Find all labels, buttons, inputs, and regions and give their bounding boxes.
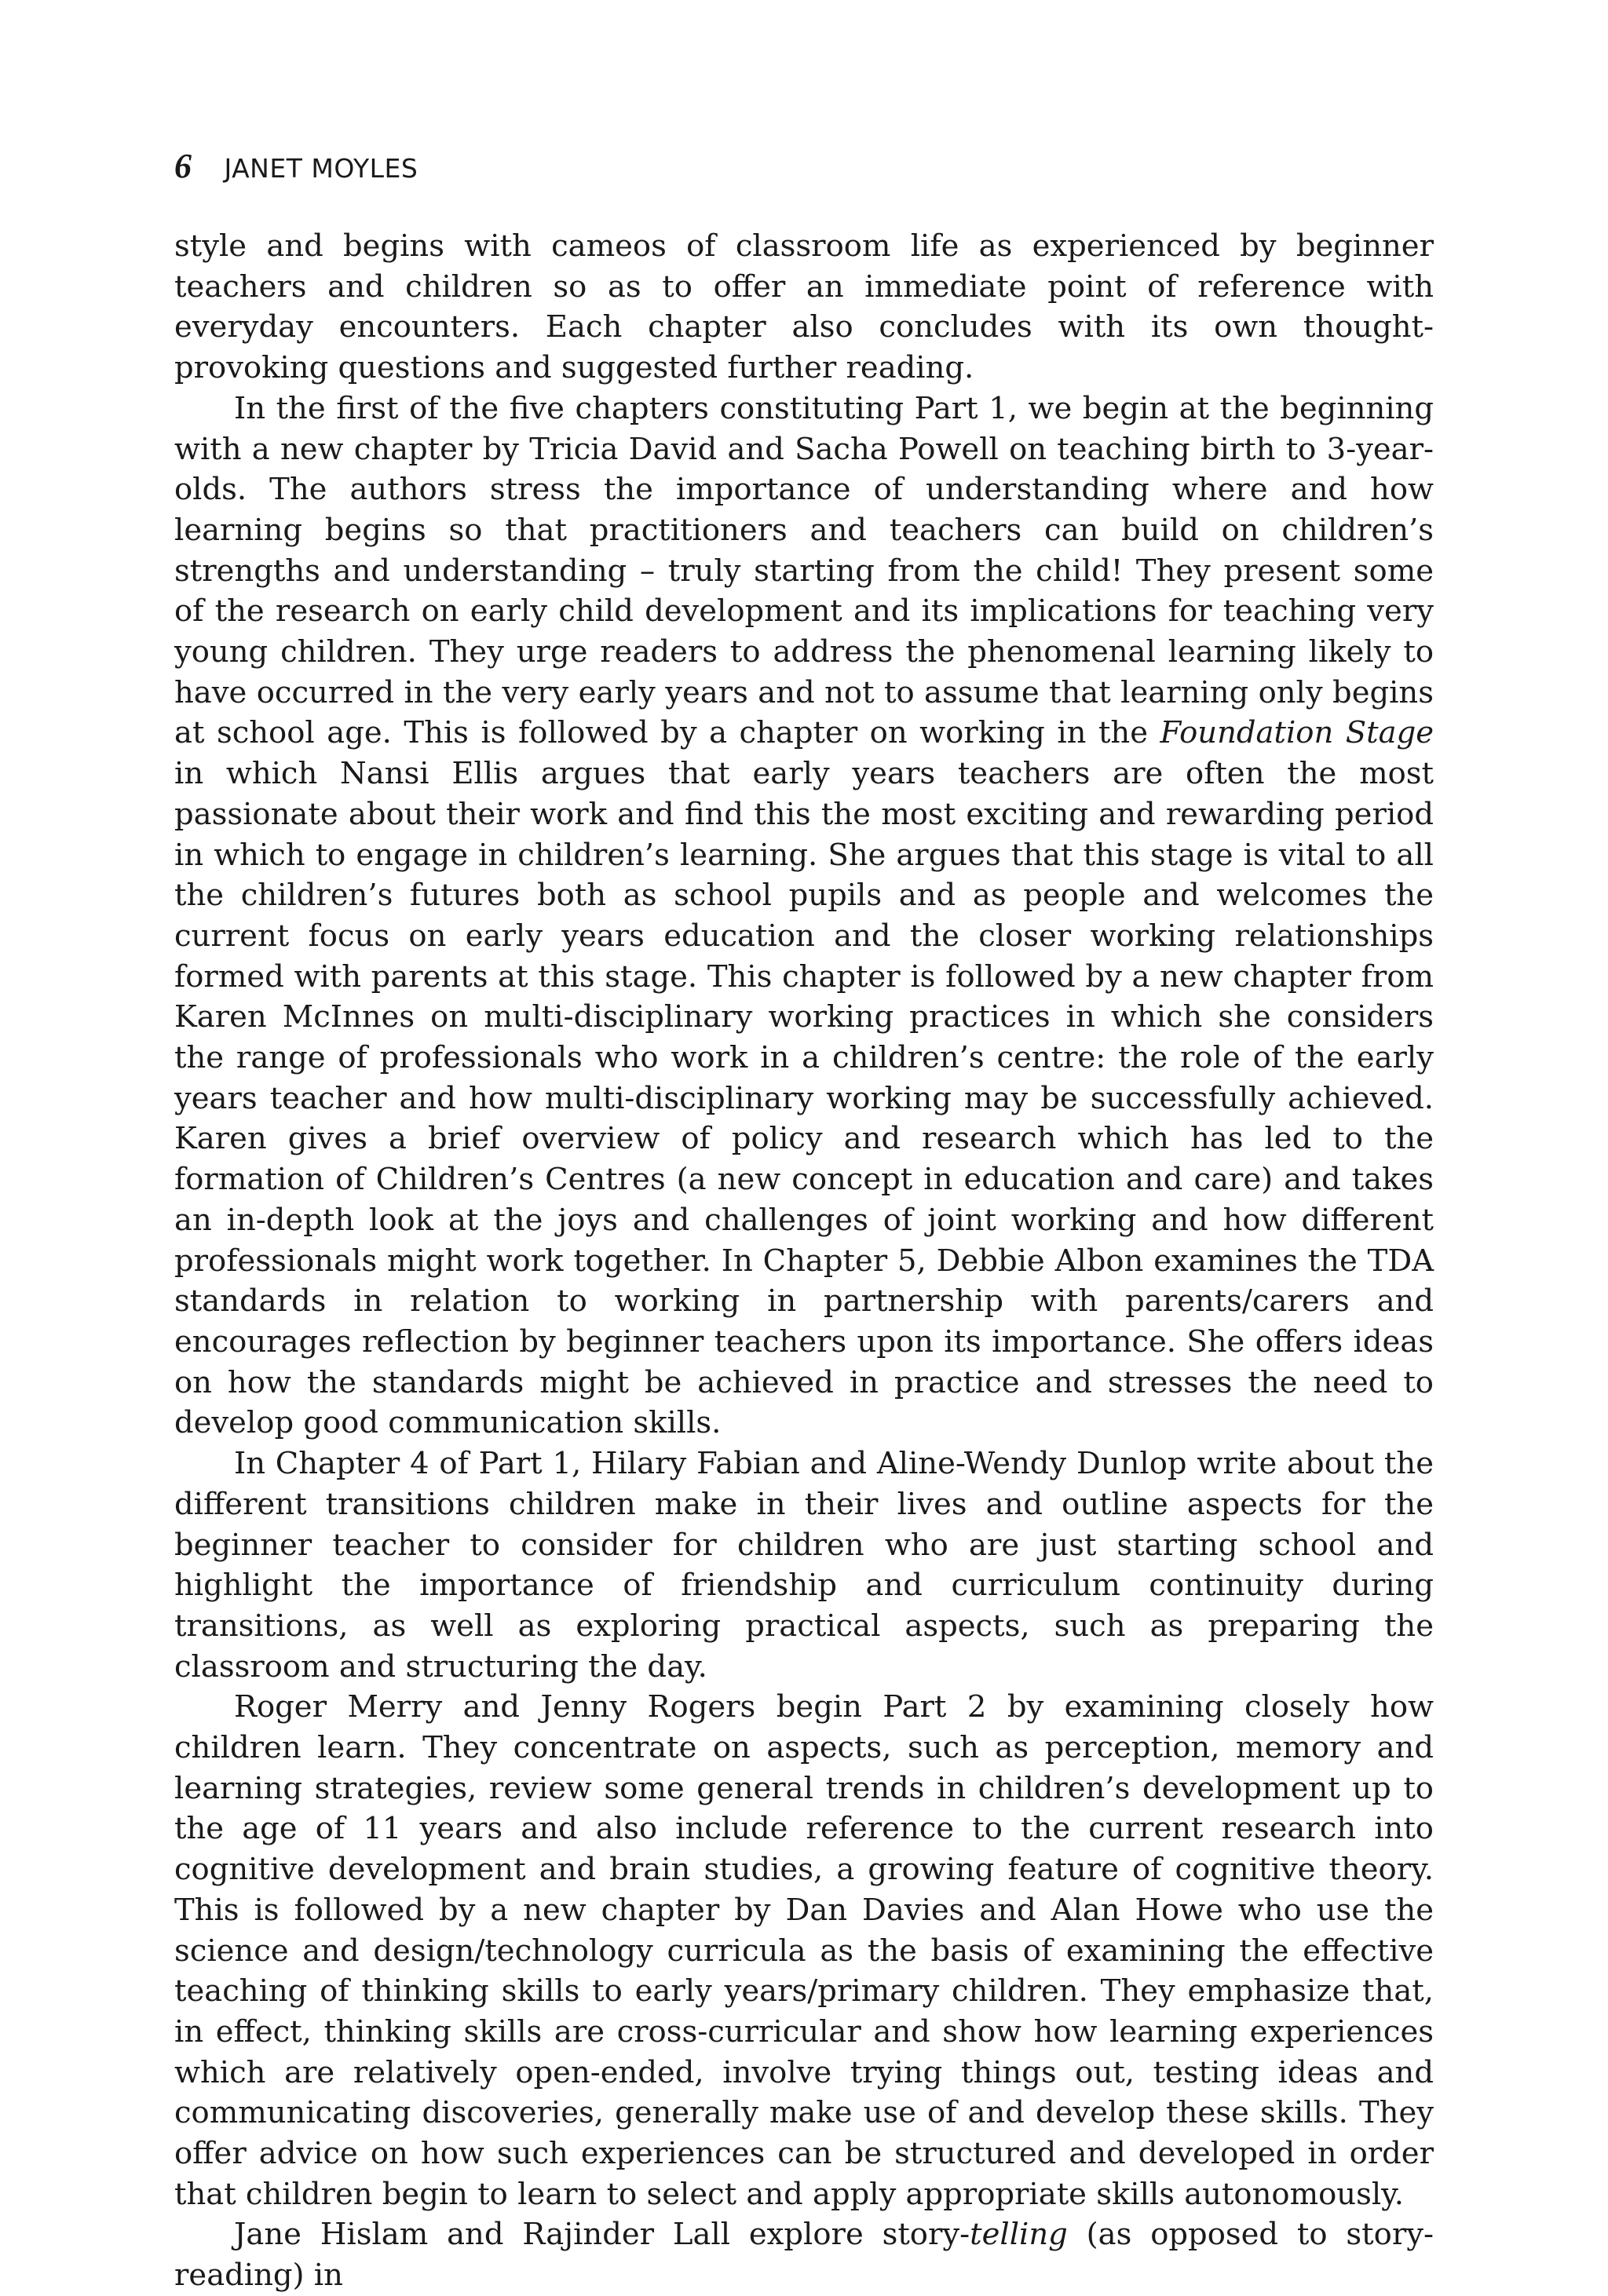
paragraph-2-text-a: In the first of the five chapters constituting Part 1, we begin at the beginning with a new chapter by Tricia David and Sacha Powell on teaching birth to 3-year-olds. The authors stress the importance of understanding where and how learning begins so that practitioners and teachers can build on children’s strengths and understanding – truly starting from the child! They present some of the research on early child development and its implications for teaching very young children. They urge readers to address the phenomenal learning likely to have occurred in the very early years and not to assume that learning only begins at school age. This is followed by a chapter on working in the [174,390,1434,751]
paragraph-5-emphasis: telling [970,2217,1068,2253]
paragraph-4 [174,1687,1434,2214]
body-text [174,226,1434,2296]
paragraph-4-text: Roger Merry and Jenny Rogers begin Part 2 by examining closely how children learn. They concentrate on aspects, such as perception, memory and learning strategies, review some general trends in children’s development up to the age of 11 years and also include reference to the current research into cognitive development and brain studies, a growing feature of cognitive theory. This is followed by a new chapter by Dan Davies and Alan Howe who use the science and design/technology curricula as the basis of examining the effective teaching of thinking skills to early years/primary children. They emphasize that, in effect, thinking skills are cross-curricular and show how learning experiences which are relatively open-ended, involve trying things out, testing ideas and communicating discoveries, generally make use of and develop these skills. They offer advice on how such experiences can be structured and developed in order that children begin to learn to select and apply appropriate skills autonomously. [174,1689,1434,2212]
paragraph-2 [174,389,1434,1444]
paragraph-3-text: In Chapter 4 of Part 1, Hilary Fabian and Aline-Wendy Dunlop write about the different transitions children make in their lives and outline aspects for the beginner teacher to consider for children who are just starting school and highlight the importance of friendship and curriculum continuity during transitions, as well as exploring practical aspects, such as preparing the classroom and structuring the day. [174,1446,1434,1685]
running-head-author: JANET MOYLES [224,153,418,184]
paragraph-5-text-b: (as opposed to story-reading) in [174,2217,1434,2294]
paragraph-5 [174,2214,1434,2295]
paragraph-1 [174,226,1434,389]
page-number: 6 [174,147,192,185]
paragraph-2-text-b: in which Nansi Ellis argues that early years teachers are often the most passionate about their work and find this the most exciting and rewarding period in which to engage in children’s learning. She argues that this stage is vital to all the children’s futures both as school pupils and as people and welcomes the current focus on early years education and the closer working relationships formed with parents at this stage. This chapter is followed by a new chapter from Karen McInnes on multi-disciplinary working practices in which she considers the range of professionals who work in a children’s centre: the role of the early years teacher and how multi-disciplinary working may be successfully achieved. Karen gives a brief overview of policy and research which has led to the formation of Children’s Centres (a new concept in education and care) and takes an in-depth look at the joys and challenges of joint working and how different professionals might work together. In Chapter 5, Debbie Albon examines the TDA standards in relation to working in partnership with parents/carers and encourages reflection by beginner teachers upon its importance. She offers ideas on how the standards might be achieved in practice and stresses the need to develop good communication skills. [174,756,1434,1441]
paragraph-3 [174,1444,1434,1687]
paragraph-5-text-a: Jane Hislam and Rajinder Lall explore story- [234,2217,970,2253]
running-head [174,148,418,188]
paragraph-1-text: style and begins with cameos of classroom life as experienced by beginner teachers and children so as to offer an immediate point of reference with everyday encounters. Each chapter also concludes with its own thought-provoking questions and suggested further reading. [174,228,1434,386]
paragraph-2-emphasis: Foundation Stage [1160,715,1434,751]
